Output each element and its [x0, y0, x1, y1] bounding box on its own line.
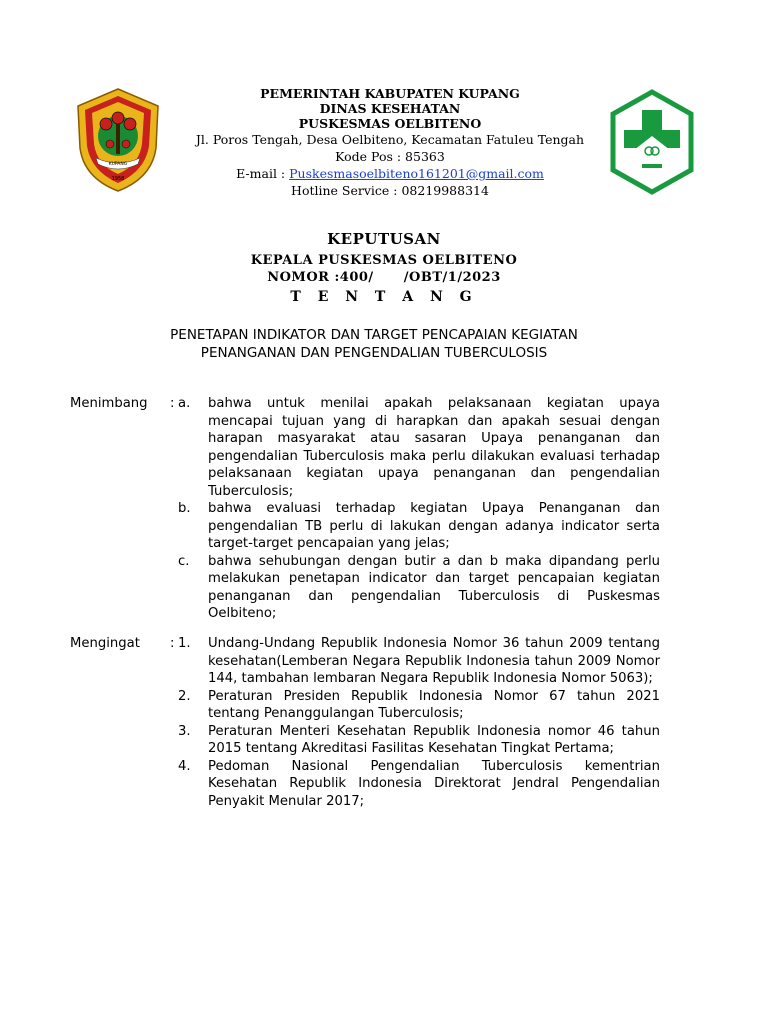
- hotline: Hotline Service : 08219988314: [291, 183, 489, 198]
- list-item: [70, 688, 660, 723]
- address: Jl. Poros Tengah, Desa Oelbiteno, Kecamatan Fatuleu Tengah: [195, 132, 585, 147]
- mengingat-colon: :: [170, 636, 175, 651]
- menimbang-colon: :: [170, 396, 175, 411]
- tentang-heading: T E N T A N G: [290, 289, 478, 305]
- list-item: [70, 635, 660, 688]
- list-item: [70, 723, 660, 758]
- puskesmas-name: PUSKESMAS OELBITENO: [298, 116, 482, 131]
- item-text: Undang-Undang Republik Indonesia Nomor 36 tahun 2009 tentang kesehatan(Lemberan Negara Republik Indonesia tahun 2009 Nomor 144, tambahan lembaran Negara Republik Indonesia Nomor 5063);: [208, 636, 660, 686]
- subject-line-2: PENANGANAN DAN PENGENDALIAN TUBERCULOSIS: [200, 345, 548, 361]
- list-item: [70, 758, 660, 811]
- item-marker: 1.: [178, 636, 191, 651]
- list-item: [70, 395, 660, 500]
- item-marker: b.: [178, 501, 191, 516]
- subject-line-1: PENETAPAN INDIKATOR DAN TARGET PENCAPAIAN KEGIATAN: [170, 327, 578, 343]
- decree-title: KEPUTUSAN: [327, 230, 441, 248]
- government-name: PEMERINTAH KABUPATEN KUPANG: [260, 86, 520, 101]
- email-link[interactable]: Puskesmasoelbiteno161201@gmail.com: [289, 166, 544, 181]
- item-marker: a.: [178, 396, 191, 411]
- decree-subject: [0, 326, 738, 362]
- email-label: E-mail :: [236, 166, 290, 181]
- kabupaten-kupang-logo: [72, 86, 164, 194]
- logo-kupang-text: KUPANG: [108, 162, 128, 167]
- decree-number: NOMOR :400/ /OBT/1/2023: [267, 270, 501, 285]
- item-marker: 3.: [178, 723, 191, 739]
- item-text: Peraturan Presiden Republik Indonesia Nomor 67 tahun 2021 tentang Penanggulangan Tuberculosis;: [208, 688, 660, 721]
- item-text: bahwa untuk menilai apakah pelaksanaan kegiatan upaya mencapai tujuan yang di harapkan dan apakah sesuai dengan harapan masyarakat atau sasaran Upaya penanganan dan pengendalian Tuberculosis maka perlu dilakukan evaluasi terhadap pelaksanaan kegiatan upaya penanganan dan pengendalian Tuberculosis;: [208, 396, 660, 499]
- letterhead: [160, 86, 620, 199]
- list-item: [70, 500, 660, 553]
- mengingat-section: [70, 635, 660, 810]
- list-item: [70, 553, 660, 623]
- postal-code: Kode Pos : 85363: [335, 149, 445, 164]
- menimbang-section: [70, 395, 660, 623]
- item-marker: 2.: [178, 688, 191, 704]
- item-marker: 4.: [178, 758, 191, 774]
- item-text: bahwa sehubungan dengan butir a dan b maka dipandang perlu melakukan penetapan indicator dan target pencapaian kegiatan penanganan dan pengendalian Tuberculosis di Puskesmas Oelbiteno;: [208, 553, 660, 621]
- item-text: bahwa evaluasi terhadap kegiatan Upaya Penanganan dan pengendalian TB perlu di lakukan dengan adanya indicator serta target-target pencapaian yang jelas;: [208, 501, 660, 551]
- department-name: DINAS KESEHATAN: [319, 101, 461, 116]
- mengingat-label: Mengingat: [70, 636, 140, 651]
- item-marker: c.: [178, 553, 190, 569]
- item-text: Pedoman Nasional Pengendalian Tuberculosis kementrian Kesehatan Republik Indonesia Direktorat Jendral Pengendalian Penyakit Menular 2017;: [208, 758, 660, 809]
- decree-issuer: KEPALA PUSKESMAS OELBITENO: [250, 253, 518, 268]
- item-text: Peraturan Menteri Kesehatan Republik Indonesia nomor 46 tahun 2015 tentang Akreditasi Fasilitas Kesehatan Tingkat Pertama;: [208, 723, 660, 756]
- logo-year-text: 1958: [111, 176, 125, 182]
- email-line: [160, 165, 620, 182]
- menimbang-label: Menimbang: [70, 396, 148, 411]
